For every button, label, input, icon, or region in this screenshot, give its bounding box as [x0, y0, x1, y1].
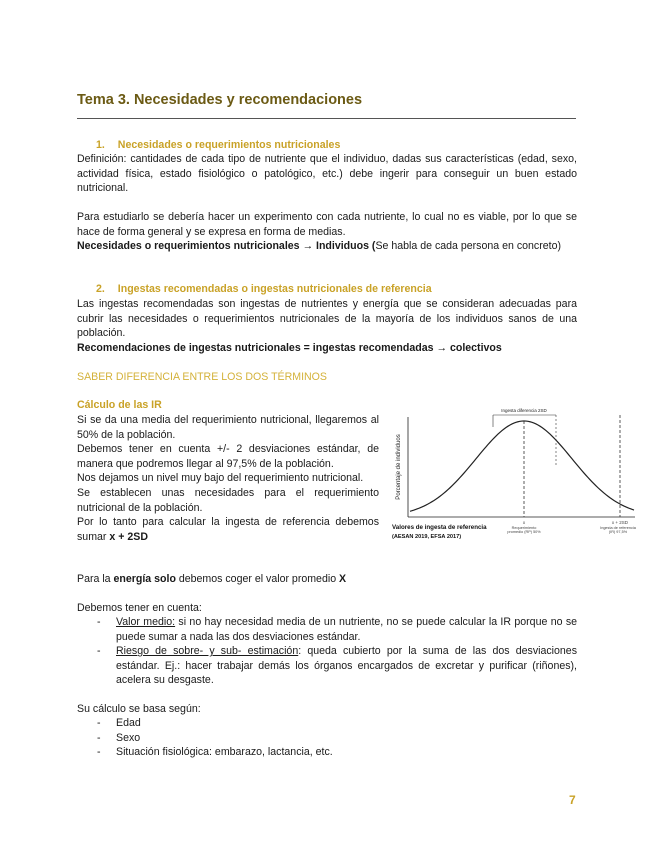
- consider-intro: Debemos tener en cuenta:: [77, 602, 202, 614]
- calc-p2: Debemos tener en cuenta +/- 2 desviaciones estándar, de manera que podremos llegar al 97,5% de la población.: [77, 443, 379, 470]
- calc-p6-bold2: X: [339, 573, 347, 585]
- calc-p6-bold: energía solo: [113, 573, 176, 585]
- calc-p5-text: Por lo tanto para calcular la ingesta de referencia debemos sumar: [77, 516, 379, 543]
- calc-energy: [77, 572, 577, 587]
- bell-curve: [410, 421, 634, 511]
- mean-note-box: [506, 526, 542, 546]
- mean-label: x: [522, 520, 526, 525]
- based-intro: Su cálculo se basa según:: [77, 703, 201, 715]
- mean-note: Requerimiento promedio (RP) 50%: [507, 526, 541, 535]
- list-item: [77, 716, 577, 731]
- list-item: [77, 745, 577, 760]
- based-item-physiological: Situación fisiológica: embarazo, lactancia, etc.: [116, 746, 333, 759]
- sd-note-box: [598, 526, 638, 546]
- calc-p5: [77, 515, 379, 544]
- calc-p1: Si se da una media del requerimiento nutricional, llegaremos al 50% de la población.: [77, 414, 379, 441]
- section2-paragraph: Las ingestas recomendadas son ingestas de nutrientes y energía que se consideran adecuadas para cubrir las necesidades o requerimientos nutricionales de la mayoría de los individuos sanos de una población.: [77, 298, 577, 340]
- section2-number: 2.: [96, 283, 105, 295]
- section2-summary: [77, 341, 577, 356]
- section2-heading: [96, 283, 432, 295]
- caption-line2: (AESAN 2019, EFSA 2017): [392, 534, 462, 540]
- dash-bullet: -: [97, 746, 101, 759]
- based-list-wrap: [77, 716, 577, 760]
- calc-p5-formula: x + 2SD: [109, 530, 148, 543]
- sd-note: Ingesta de referencia (IR) 97,5%: [600, 526, 636, 535]
- caption-line1: Valores de ingesta de referencia: [392, 524, 487, 531]
- based-item-sex: Sexo: [116, 731, 141, 744]
- calc-p6-pre: Para la: [77, 573, 114, 585]
- calc-heading: Cálculo de las IR: [77, 399, 162, 411]
- consider-item2-term: Riesgo de sobre- y sub- estimación: [116, 645, 299, 658]
- consider-list: [77, 615, 577, 688]
- dash-bullet: -: [97, 645, 101, 658]
- section2-summary-bold: Recomendaciones de ingestas nutricionales = ingestas recomendadas → colectivos: [77, 342, 502, 354]
- based-item-age: Edad: [116, 717, 141, 729]
- calc-text: [77, 413, 379, 544]
- consider-item2-text: : queda cubierto por la suma de las dos desviaciones estándar. Ej.: hacer trabajar demás los órganos encargados de excretar y purificar (riñones), acelera su desgaste.: [116, 645, 578, 687]
- based-list: [77, 716, 577, 760]
- sd-label: x + 2SD: [611, 520, 629, 525]
- distribution-figure: [390, 407, 655, 572]
- y-axis-label: Porcentaje de individuos: [396, 434, 402, 500]
- section1-paragraph: Para estudiarlo se debería hacer un experimento con cada nutriente, lo cual no es viable, por lo que se hace de forma general y se expresa en forma de medias.: [77, 211, 577, 238]
- page-number: 7: [569, 793, 576, 807]
- section1-summary: [77, 239, 577, 254]
- note-difference: SABER DIFERENCIA ENTRE LOS DOS TÉRMINOS: [77, 371, 327, 383]
- list-item: [77, 615, 577, 644]
- section1-heading: [96, 139, 340, 151]
- top-label: Ingesta diferencia 2SD: [501, 408, 547, 413]
- list-item: [77, 731, 577, 746]
- section1-definition: Definición: cantidades de cada tipo de nutriente que el individuo, dadas sus características (edad, sexo, actividad física, estado fisiológico o patológico, etc.) debe ingerir para conseguir un buen estado nutricional.: [77, 153, 577, 195]
- consider-item1-text: si no hay necesidad media de un nutriente, no se puede calcular la IR porque no se puede sumar a nada las dos desviaciones estándar.: [116, 616, 578, 643]
- section1-summary-bold: Necesidades o requerimientos nutricionales → Individuos (: [77, 240, 376, 252]
- calc-p3: Nos dejamos un nivel muy bajo del requerimiento nutricional.: [77, 472, 364, 485]
- distribution-chart: [390, 407, 640, 572]
- calc-p6-mid: debemos coger el valor promedio: [175, 573, 340, 585]
- section2-title: Ingestas recomendadas o ingestas nutricionales de referencia: [117, 283, 432, 295]
- list-item: [77, 644, 577, 688]
- dash-bullet: -: [97, 731, 101, 744]
- dash-bullet: -: [97, 616, 101, 628]
- section1-title: Necesidades o requerimientos nutricionales: [117, 139, 341, 151]
- calc-p4: Se establecen unas necesidades para el requerimiento nutricional de la población.: [77, 486, 379, 514]
- page-title: Tema 3. Necesidades y recomendaciones: [77, 92, 363, 108]
- consider-item1-term: Valor medio:: [116, 616, 176, 628]
- title-divider: [77, 118, 576, 119]
- section1-summary-rest: Se habla de cada persona en concreto): [375, 240, 561, 252]
- section1-number: 1.: [96, 139, 105, 151]
- dash-bullet: -: [97, 717, 101, 729]
- consider-list-wrap: [77, 615, 577, 688]
